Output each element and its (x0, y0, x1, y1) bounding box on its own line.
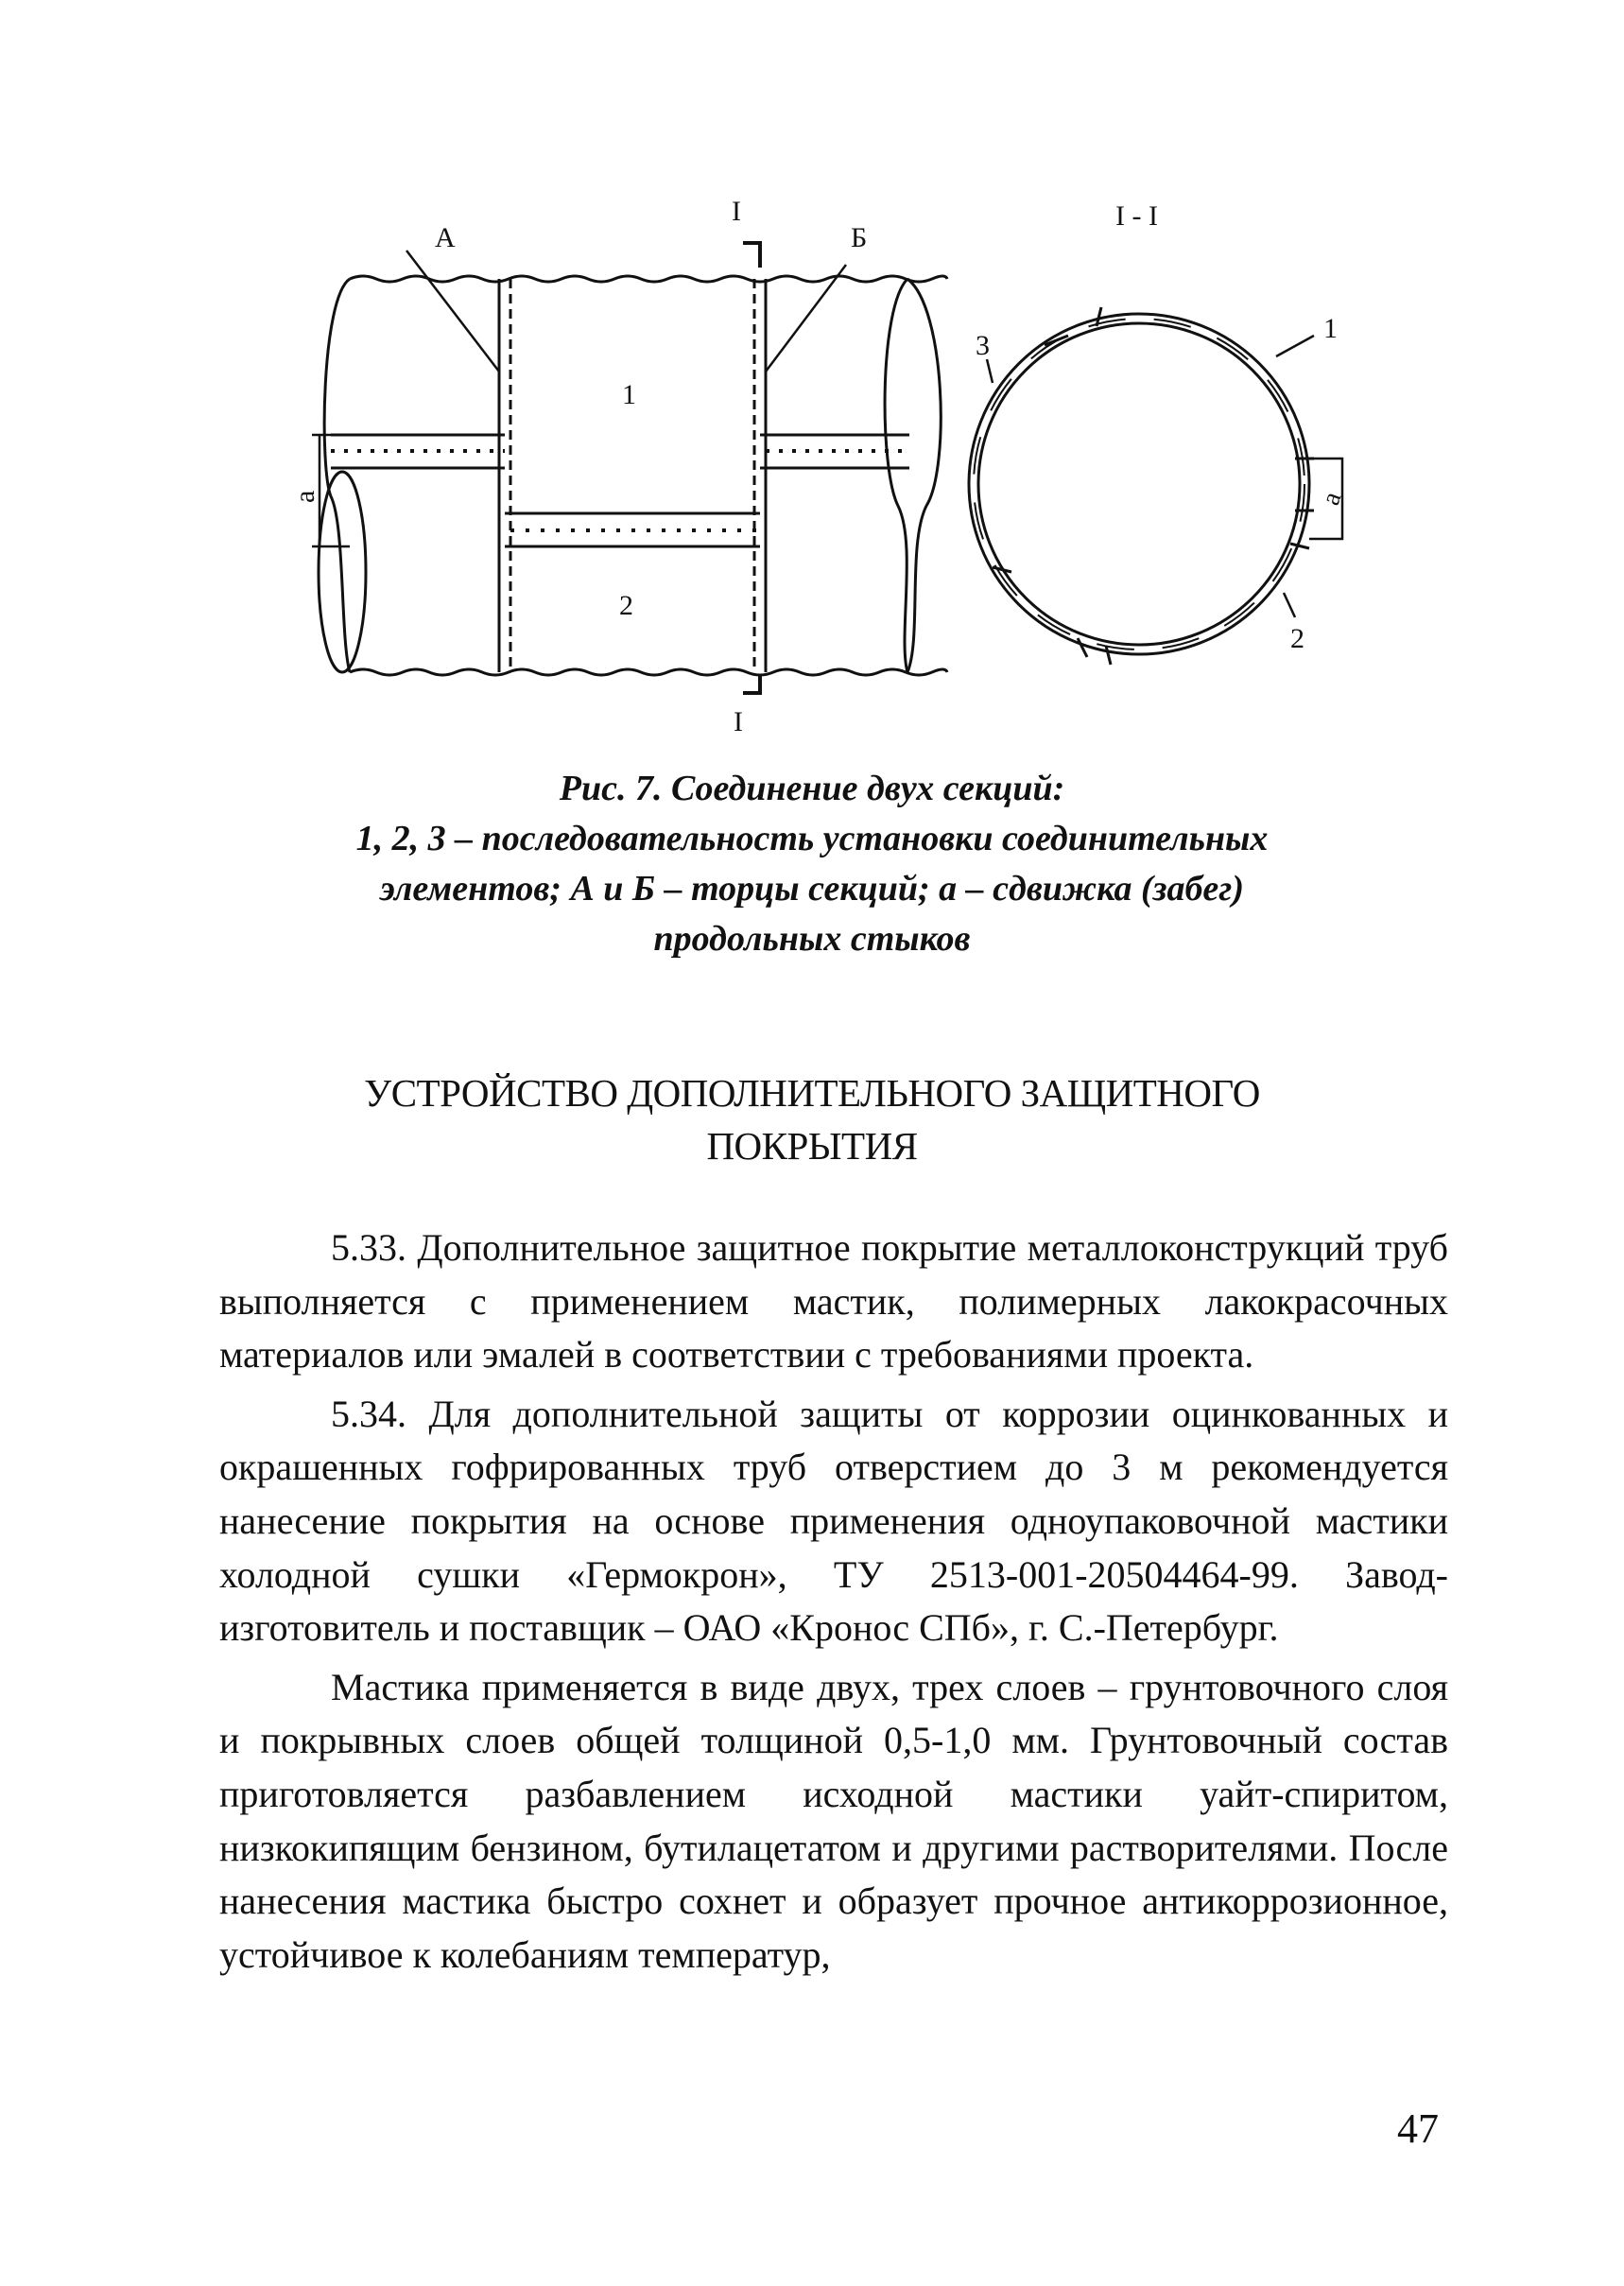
label-section-title: I - I (1115, 200, 1158, 232)
caption-line-4: продольных стыков (653, 919, 971, 959)
label-ring-1: 1 (1323, 313, 1338, 344)
body-text (219, 1221, 1448, 1987)
pipe-bottom-edge (350, 669, 947, 675)
page-number: 47 (1397, 2105, 1439, 2152)
pipe-joint-drawing (289, 184, 1408, 752)
label-ring-2: 2 (1290, 623, 1304, 654)
figure-7 (289, 184, 1408, 752)
caption-line-2: 1, 2, 3 – последовательность установки соединительных (355, 819, 1269, 858)
pipe-top-edge (350, 276, 947, 282)
paragraph-mastic: Мастика применяется в виде двух, трех слоев – грунтовочного слоя и покрывных слоев общей толщиной 0,5-1,0 мм. Грунтовочный состав приготовляется разбавлением исходной мастики уайт-спиритом, низкокипящим бензином, бутилацетатом и другими растворителями. После нанесения мастика быстро сохнет и образует прочное антикоррозионное, устойчивое к колебаниям температур, (219, 1665, 1448, 1976)
label-ring-3: 3 (976, 330, 990, 361)
label-element-1: 1 (622, 379, 636, 410)
caption-line-1: Рис. 7. Соединение двух секций: (559, 769, 1065, 808)
figure-caption (189, 764, 1435, 964)
label-section-bottom: I (734, 706, 743, 737)
label-b-end: Б (851, 222, 868, 253)
label-element-2: 2 (619, 590, 633, 621)
paragraph-5-34: 5.34. Для дополнительной защиты от коррозии оцинкованных и окрашенных гофрированных труб отверстием до 3 м рекомендуется нанесение покрытия на основе применения одноупаковочной мастики холодной сушки «Гермокрон», ТУ 2513-001-20504464-99. Завод-изготовитель и поставщик – ОАО «Кронос СПб», г. С.-Петербург. (219, 1392, 1448, 1650)
ring-inner (978, 323, 1300, 645)
pipe-right-end (907, 279, 941, 672)
label-section-top: I (732, 196, 741, 227)
heading-line-2: ПОКРЫТИЯ (706, 1124, 918, 1168)
caption-line-3: элементов; А и Б – торцы секций; а – сдвижка (забег) (380, 869, 1244, 909)
label-shift-a: а (289, 490, 320, 503)
label-a-end: А (435, 222, 456, 253)
section-heading (189, 1066, 1435, 1172)
paragraph-5-33: 5.33. Дополнительное защитное покрытие металлоконструкций труб выполняется с применением мастик, полимерных лакокрасочных материалов или эмалей в соответствии с требованиями проекта. (219, 1226, 1448, 1377)
ring-outer (969, 314, 1309, 654)
label-ring-shift-a: а (1316, 488, 1348, 510)
heading-line-1: УСТРОЙСТВО ДОПОЛНИТЕЛЬНОГО ЗАЩИТНОГО (364, 1071, 1260, 1115)
